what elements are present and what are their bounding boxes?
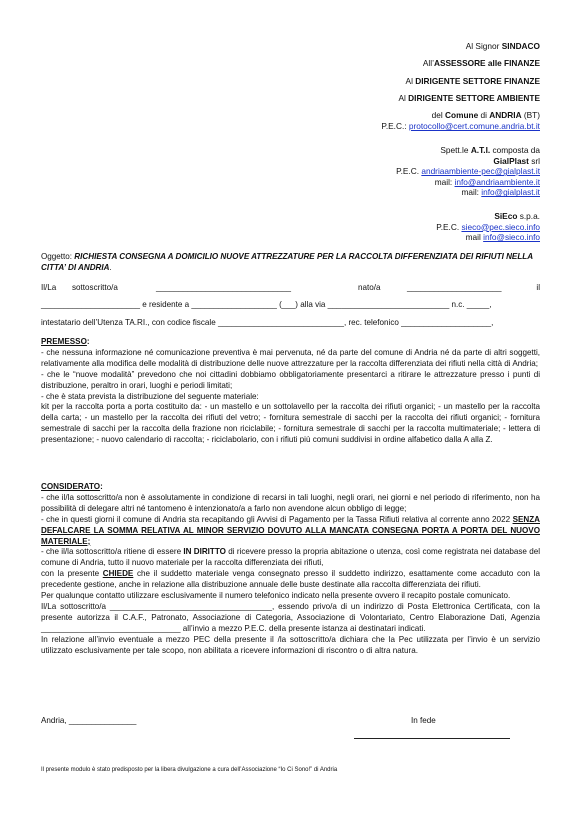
sieco-mail: mail info@sieco.info <box>465 232 540 243</box>
andriaambiente-mail-link[interactable]: info@andriaambiente.it <box>454 176 540 187</box>
recipient-dirigente-ambiente: Al DIRIGENTE SETTORE AMBIENTE <box>398 92 540 103</box>
ati-heading: Spett.le A.T.I. composta da <box>440 145 540 155</box>
ati-pec-link[interactable]: andriaambiente-pec@gialplast.it <box>421 166 540 177</box>
considerato-heading: CONSIDERATO: <box>41 482 103 491</box>
form-row-2[interactable]: ______________________ e residente a ___________________ (___) alla via ___________________________ n.c. _____, <box>41 300 492 309</box>
premesso-section: PREMESSO: - che nessuna informazione né comunicazione preventiva è mai pervenuta, né da parte del comune di Andria né da parte di altri soggetti, relativamente alla modifica delle modalità di distribuzione delle nuove attrezzature per la raccolta differenziata dei rifiuti nella città di Andria; - che le “nuove modalità” prevedono che noi cittadini dobbiamo obbligatoriamente presentarci a ritirare le attrezzature presso i punti di distribuzione, peraltro in orari, luoghi e periodi limitati; - che è stata prevista la distribuzione del seguente materiale: kit per la raccolta porta a porta costituito da: - un mastello e un sottolavello per la raccolta dei rifiuti organici; - un mastello per la raccolta della carta; - un mastello per la raccolta dei rifiuti del vetro; - fornitura semestrale di sacchi per la raccolta dei rifiuti organici; - fornitura semestrale di sacchi per la raccolta della frazione non riciclabile; - fornitura semestrale di sacchi per la raccolta multimateriale; - lettera di presentazione; - nuovo calendario di raccolta; - riciclabolario, con i rifiuti più comuni suddivisi in ordine alfabetico dalla A alla Z. <box>41 337 540 445</box>
document-page: Al Signor SINDACO All’ASSESSORE alle FINANZE Al DIRIGENTE SETTORE FINANZE Al DIRIGENTE SETTORE AMBIENTE del Comune di ANDRIA (BT) P.E.C.: protocollo@cert.comune.andria.bt.it Spett.le A.T.I. composta da GialPlast srl P.E.C. andriaambiente-pec@gialplast.it mail: info@andriaambiente.it mail: info@gialplast.it SiEco s.p.a. P.E.C. sieco@pec.sieco.info mail info@sieco.info Oggetto: RICHIESTA CONSEGNA A DOMICILIO NUOVE ATTREZZATURE PER LA RACCOLTA DIFFERENZIATA DEI RIFIUTI NELLA CITTA’ DI ANDRIA. Il/La sottoscritto/a ______________________________ nato/a _____________________ il ______________________ e residente a ___________________ (___) alla via ___________________________ n.c. _____, intestatario dell’Utenza TA.RI., con codice fiscale ____________________________, rec. telefonico ____________________, PREMESSO: - che nessuna informazione né comunicazione preventiva è mai pervenuta, né da parte del comune di Andria né da parte di altri soggetti, relativamente alla modifica delle modalità di distribuzione delle nuove attrezzature per la raccolta differenziata dei rifiuti nella città di Andria; - che le “nuove modalità” prevedono che noi cittadini dobbiamo obbligatoriamente presentarci a ritirare le attrezzature presso i punti di distribuzione, peraltro in orari, luoghi e periodi limitati; - che è stata prevista la distribuzione del seguente materiale: kit per la raccolta porta a porta costituito da: - un mastello e un sottolavello per la raccolta dei rifiuti organici; - un mastello per la raccolta della carta; - un mastello per la raccolta dei rifiuti del vetro; - fornitura semestrale di sacchi per la raccolta dei rifiuti organici; - fornitura semestrale di sacchi per la raccolta della frazione non riciclabile; - fornitura semestrale di sacchi per la raccolta multimateriale; - lettera di presentazione; - nuovo calendario di raccolta; - riciclabolario, con i rifiuti più comuni suddivisi in ordine alfabetico dalla A alla Z. CONSIDERATO: - che il/la sottoscritto/a non è assolutamente in condizione di recarsi in tali luoghi, negli orari, nei giorni e nel periodo di riferimento, non ha possibilità di delegare altri né tantomeno è intenzionato/a a farlo non avendone alcun obbligo di legge; - che in questi giorni il comune di Andria sta recapitando gli Avvisi di Pagamento per la Tassa Rifiuti relativa al corrente anno 2022 SENZA DEFALCARE LA SOMMA RELATIVA AL MINOR SERVIZIO DOVUTO ALLA MANCATA CONSEGNA PORTA A PORTA DEL NUOVO MATERIALE; - che il/la sottoscritto/a ritiene di essere IN DIRITTO di ricevere presso la propria abitazione o utenza, così come registrata nei database del comune di Andria, tutto il nuovo materiale per la raccolta differenziata dei rifiuti, con la presente CHIEDE che il suddetto materiale venga consegnato presso il suddetto indirizzo, esattamente come accaduto con la precedente gestione, anche in relazione alla distribuzione annuale delle buste destinate alla raccolta differenziata dei rifiuti. Per qualunque contatto utilizzare esclusivamente il numero telefonico indicato nella presente ovvero il recapito postale comunicato. Il/La sottoscritto/a ____________________________________, essendo privo/a di un indirizzo di Posta Elettronica Certificata, con la presente autorizza il C.A.F., Patronato, Associazione di Categoria, Associazione di Volontariato, Centro Elaborazione Dati, Agenzia _______________________________ all’invio a mezzo P.E.C. della presente istanza ai destinatari indicati. In relazione all’invio eventuale a mezzo PEC della presente il /la sottoscritto/a dichiara che la Pec utilizzata per l’invio è un servizio utilizzato esclusivamente per tale scopo, non abilitata a ricevere informazioni di riscontro o di altra natura. Andria, _______________ In fede Il presente modulo è stato predisposto per la libera divulgazione a cura dell’Associazione “Io Ci Sono!” di Andria <box>41 41 541 773</box>
considerato-section: CONSIDERATO: - che il/la sottoscritto/a non è assolutamente in condizione di recarsi in tali luoghi, negli orari, nei giorni e nel periodo di riferimento, non ha possibilità di delegare altri né tantomeno è intenzionato/a a farlo non avendone alcun obbligo di legge; - che in questi giorni il comune di Andria sta recapitando gli Avvisi di Pagamento per la Tassa Rifiuti relativa al corrente anno 2022 SENZA DEFALCARE LA SOMMA RELATIVA AL MINOR SERVIZIO DOVUTO ALLA MANCATA CONSEGNA PORTA A PORTA DEL NUOVO MATERIALE; - che il/la sottoscritto/a ritiene di essere IN DIRITTO di ricevere presso la propria abitazione o utenza, così come registrata nei database del comune di Andria, tutto il nuovo materiale per la raccolta differenziata dei rifiuti, con la presente CHIEDE che il suddetto materiale venga consegnato presso il suddetto indirizzo, esattamente come accaduto con la precedente gestione, anche in relazione alla distribuzione annuale delle buste destinate alla raccolta differenziata dei rifiuti. Per qualunque contatto utilizzare esclusivamente il numero telefonico indicato nella presente ovvero il recapito postale comunicato. Il/La sottoscritto/a ____________________________________, essendo privo/a di un indirizzo di Posta Elettronica Certificata, con la presente autorizza il C.A.F., Patronato, Associazione di Categoria, Associazione di Volontariato, Centro Elaborazione Dati, Agenzia _______________________________ all’invio a mezzo P.E.C. della presente istanza ai destinatari indicati. In relazione all’invio eventuale a mezzo PEC della presente il /la sottoscritto/a dichiara che la Pec utilizzata per l’invio è un servizio utilizzato esclusivamente per tale scopo, non abilitata a ricevere informazioni di riscontro o di altra natura. <box>41 482 541 655</box>
signature-line[interactable] <box>354 738 510 739</box>
recipients-block <box>381 41 540 131</box>
recipient-sindaco: Al Signor SINDACO <box>465 41 540 51</box>
ati-block <box>396 145 540 198</box>
ati-pec: P.E.C. andriaambiente-pec@gialplast.it <box>396 166 540 177</box>
recipient-assessore: All’ASSESSORE alle FINANZE <box>422 58 540 69</box>
sieco-mail-link[interactable]: info@sieco.info <box>483 232 540 243</box>
form-row-3[interactable]: intestatario dell’Utenza TA.RI., con codice fiscale ____________________________, rec. telefonico ____________________, <box>41 318 494 327</box>
sieco-block <box>436 211 540 243</box>
recipient-pec: P.E.C.: protocollo@cert.comune.andria.bt.it <box>381 120 540 131</box>
sieco-pec-link[interactable]: sieco@pec.sieco.info <box>461 221 540 232</box>
subject-line: Oggetto: RICHIESTA CONSEGNA A DOMICILIO NUOVE ATTREZZATURE PER LA RACCOLTA DIFFERENZIATA DEI RIFIUTI NELLA CITTA’ DI ANDRIA. <box>41 252 533 272</box>
recipient-comune: del Comune di ANDRIA (BT) <box>431 110 540 121</box>
place-date-field[interactable]: Andria, _______________ <box>41 716 137 725</box>
subject-text: RICHIESTA CONSEGNA A DOMICILIO NUOVE ATTREZZATURE PER LA RACCOLTA DIFFERENZIATA DEI RIFIUTI NELLA CITTA’ DI ANDRIA <box>41 252 533 272</box>
ati-mail-1: mail: info@andriaambiente.it <box>434 176 540 187</box>
ati-mail-2: mail: info@gialplast.it <box>461 187 540 198</box>
sieco-heading: SiEco s.p.a. <box>494 211 540 221</box>
recipient-dirigente-finanze: Al DIRIGENTE SETTORE FINANZE <box>405 75 540 86</box>
premesso-heading: PREMESSO: <box>41 337 90 346</box>
gialplast-mail-link[interactable]: info@gialplast.it <box>481 187 540 198</box>
in-fede-label: In fede <box>411 716 436 725</box>
name-field[interactable]: ______________________________ <box>156 283 292 292</box>
sieco-pec: P.E.C. sieco@pec.sieco.info <box>436 221 540 232</box>
birthplace-field[interactable]: _____________________ <box>407 283 502 292</box>
comune-pec-link[interactable]: protocollo@cert.comune.andria.bt.it <box>408 120 540 131</box>
footer-note: Il presente modulo è stato predisposto per la libera divulgazione a cura dell’Associazione “Io Ci Sono!” di Andria <box>41 767 338 773</box>
ati-gialplast: GialPlast srl <box>493 155 540 166</box>
